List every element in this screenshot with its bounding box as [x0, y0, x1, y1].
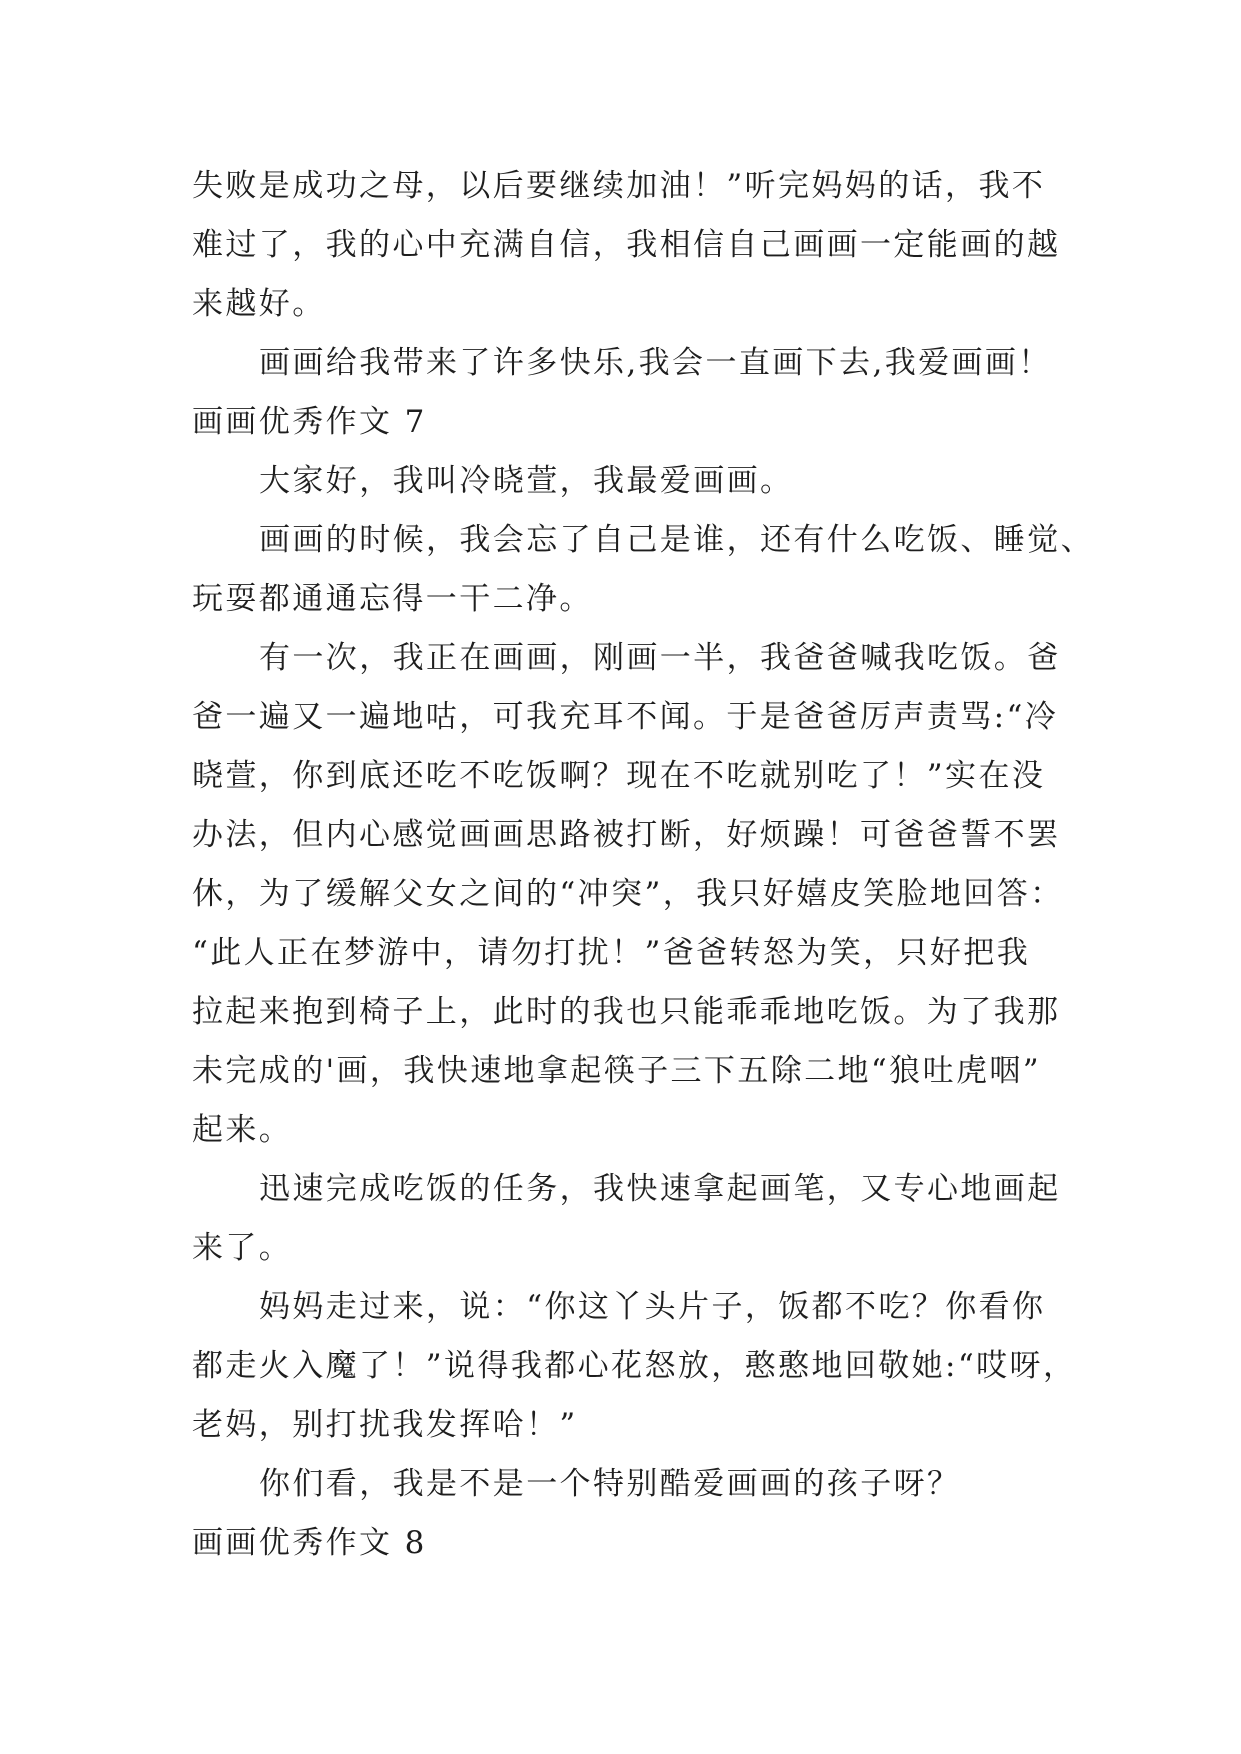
paragraph [192, 157, 1152, 334]
paragraph-line: 晓萱，你到底还吃不吃饭啊？现在不吃就别吃了！”实在没 [192, 758, 1046, 794]
paragraph [192, 1160, 1152, 1278]
paragraph-line: 办法，但内心感觉画画思路被打断，好烦躁！可爸爸誓不罢 [192, 817, 1061, 853]
paragraph [192, 511, 1152, 629]
paragraph-line: 画画给我带来了许多快乐,我会一直画下去,我爱画画！ [259, 345, 1052, 381]
paragraph-line: 来越好。 [192, 286, 326, 322]
paragraph [192, 629, 1152, 1160]
paragraph-line: 休，为了缓解父女之间的“冲突”，我只好嬉皮笑脸地回答： [192, 876, 1064, 912]
paragraph-line: 来了。 [192, 1230, 293, 1266]
paragraph-line: 起来。 [192, 1112, 293, 1148]
paragraph-line: 有一次，我正在画画，刚画一半，我爸爸喊我吃饭。爸 [259, 640, 1061, 676]
paragraph-line: 迅速完成吃饭的任务，我快速拿起画笔，又专心地画起 [259, 1171, 1061, 1207]
paragraph-line: 玩耍都通通忘得一干二净。 [192, 581, 593, 617]
paragraph-line: 大家好，我叫冷晓萱，我最爱画画。 [259, 463, 794, 499]
section-heading: 画画优秀作文 7 [192, 404, 427, 440]
paragraph-line: 爸一遍又一遍地咕，可我充耳不闻。于是爸爸厉声责骂:“冷 [192, 699, 1059, 735]
paragraph-line: 画画的时候，我会忘了自己是谁，还有什么吃饭、睡觉、 [259, 522, 1094, 558]
document-body [192, 157, 1152, 1573]
paragraph [192, 1455, 1152, 1514]
paragraph [192, 452, 1152, 511]
paragraph-line: 你们看，我是不是一个特别酷爱画画的孩子呀？ [259, 1466, 961, 1502]
paragraph-line: 拉起来抱到椅子上，此时的我也只能乖乖地吃饭。为了我那 [192, 994, 1061, 1030]
paragraph-line: 失败是成功之母，以后要继续加油！”听完妈妈的话，我不 [192, 168, 1046, 204]
paragraph-line: 未完成的'画，我快速地拿起筷子三下五除二地“狼吐虎咽” [192, 1053, 1042, 1089]
section-heading: 画画优秀作文 8 [192, 1525, 427, 1561]
paragraph [192, 334, 1152, 393]
paragraph-line: 老妈，别打扰我发挥哈！” [192, 1407, 578, 1443]
paragraph-line: “此人正在梦游中，请勿打扰！”爸爸转怒为笑，只好把我 [192, 935, 1031, 971]
paragraph-line: 妈妈走过来，说：“你这丫头片子，饭都不吃？你看你 [259, 1289, 1046, 1325]
paragraph-line: 难过了，我的心中充满自信，我相信自己画画一定能画的越 [192, 227, 1061, 263]
paragraph [192, 1278, 1152, 1455]
paragraph-line: 都走火入魔了！”说得我都心花怒放，憨憨地回敬她:“哎呀， [192, 1348, 1077, 1384]
